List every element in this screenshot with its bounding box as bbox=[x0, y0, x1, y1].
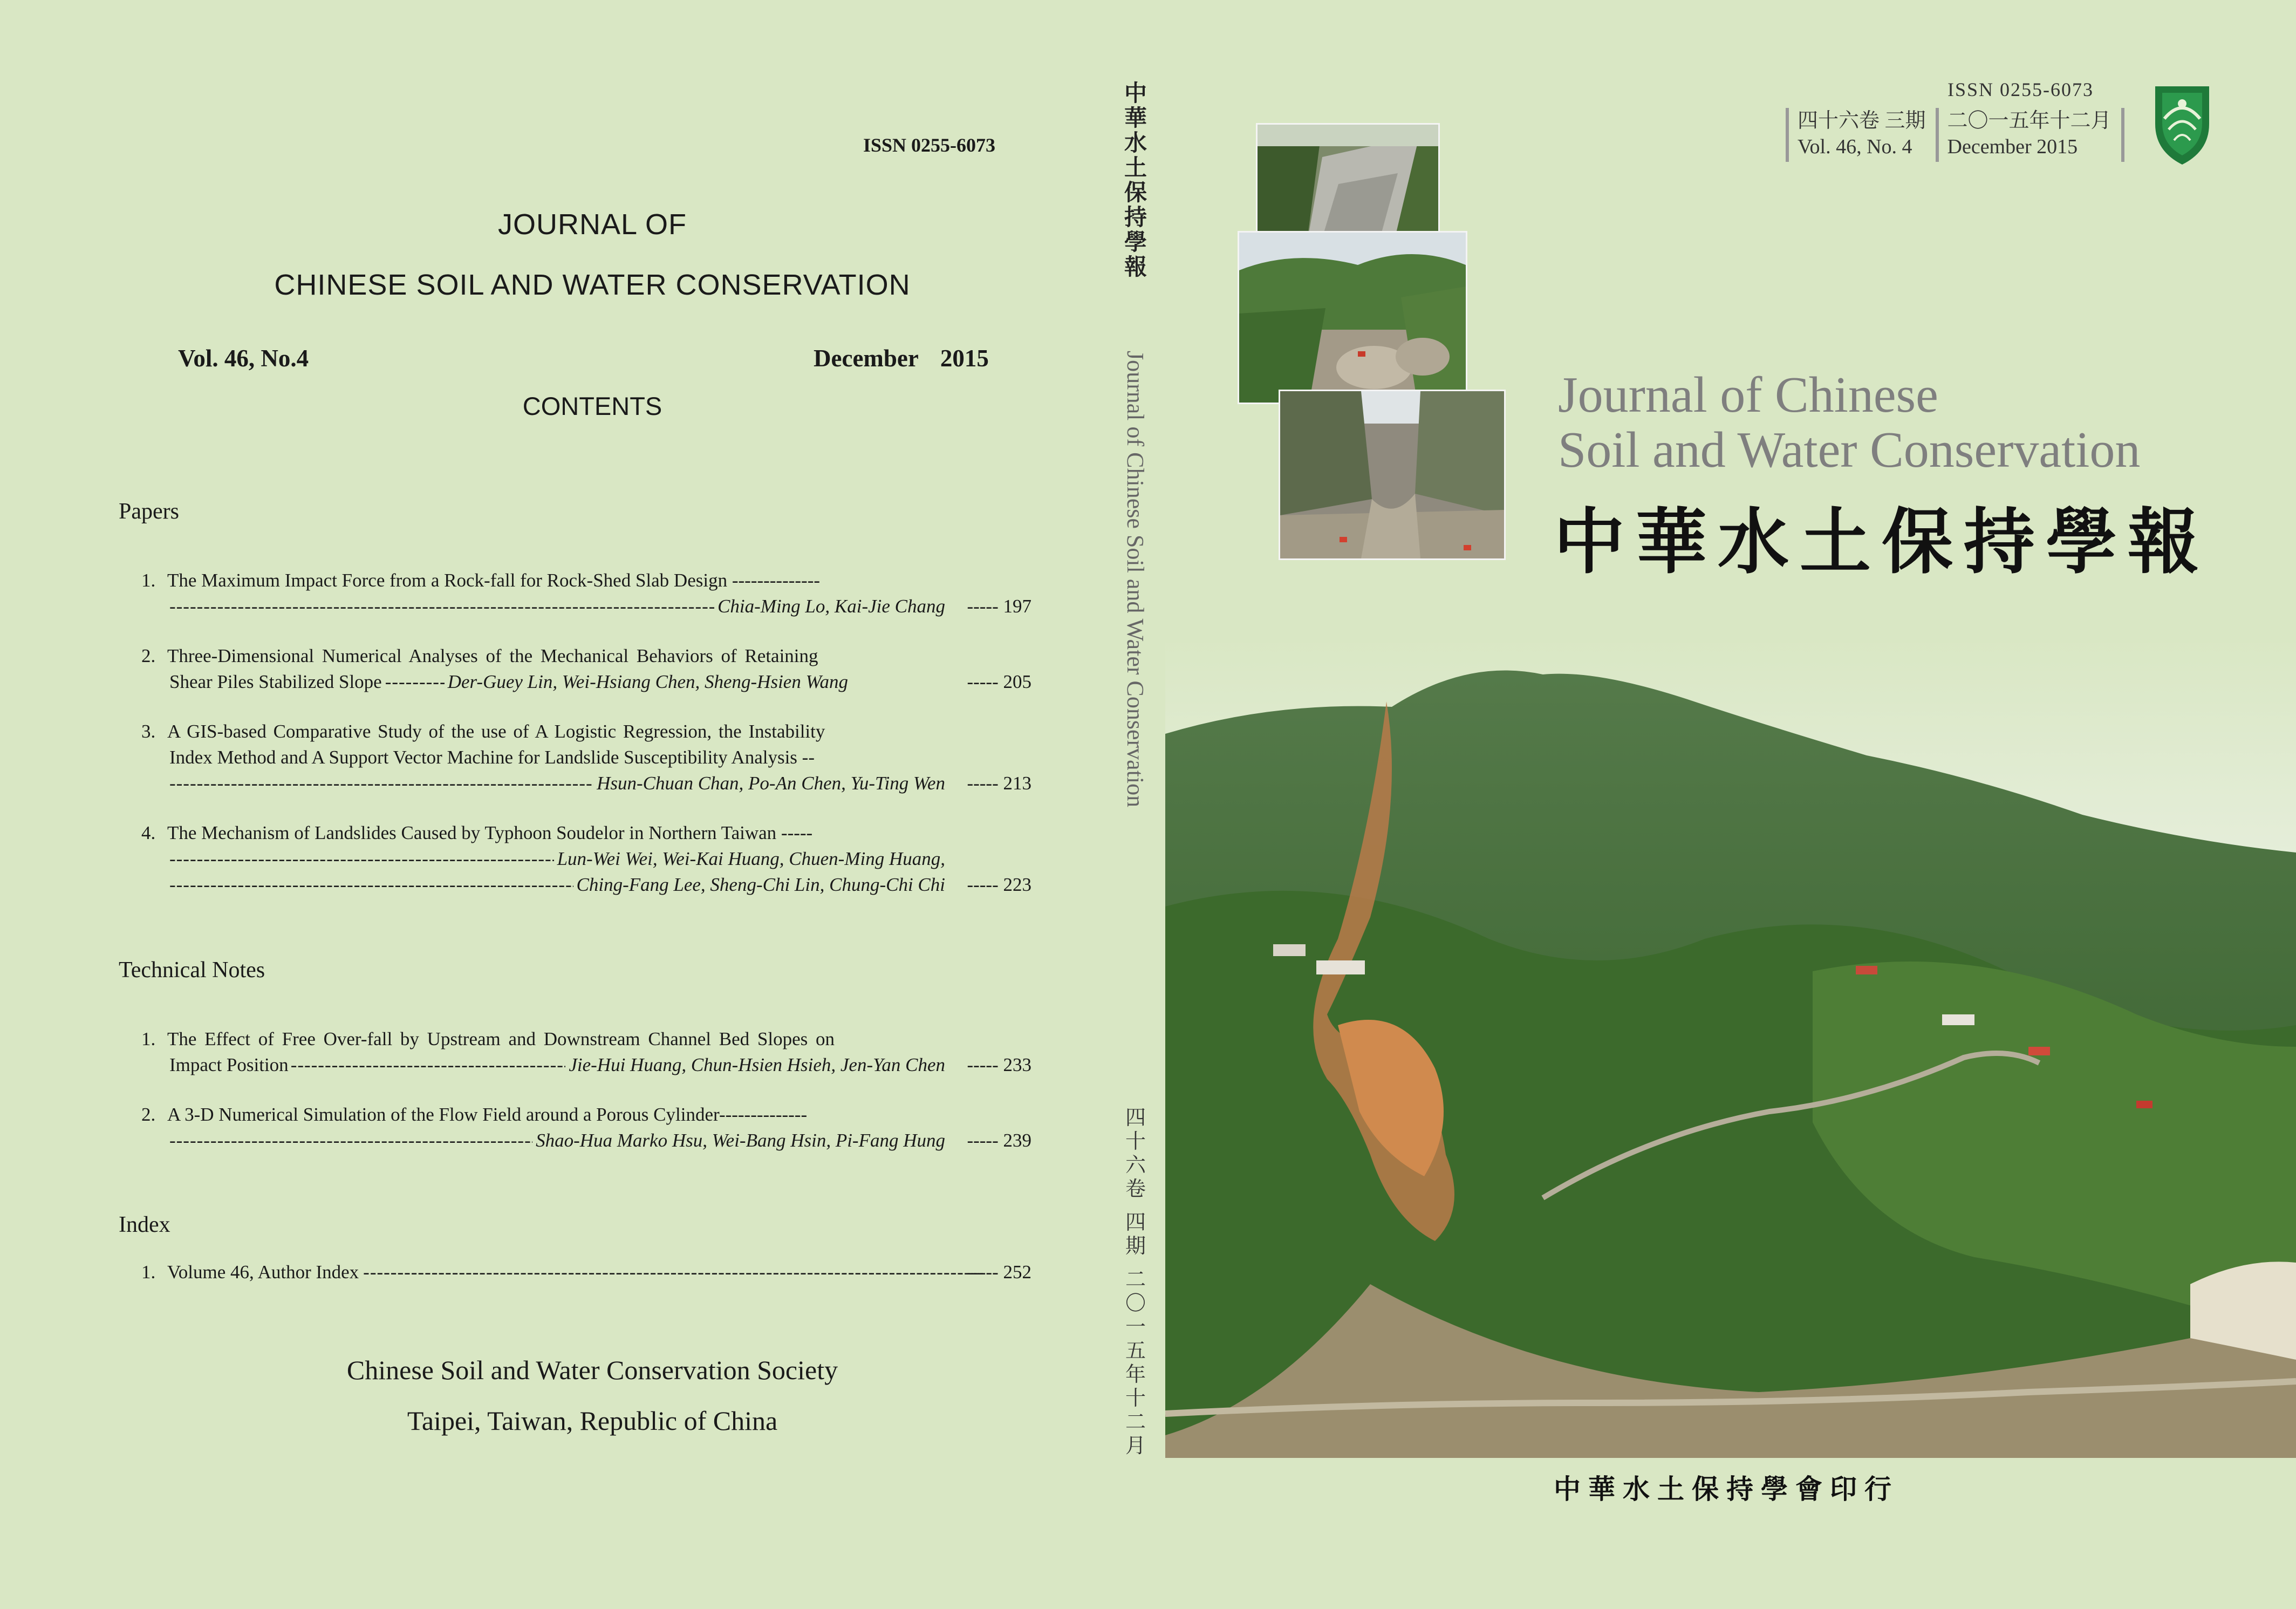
entry-authors: Chia-Ming Lo, Kai-Jie Chang bbox=[718, 596, 945, 617]
toc-entry[interactable] bbox=[141, 1102, 1031, 1154]
toc-entry[interactable] bbox=[141, 568, 1031, 619]
volume-cn: 四十六卷 三期 bbox=[1798, 110, 1926, 132]
front-title-cn: 中華水土保持學報 bbox=[1554, 500, 2210, 584]
landslide-aerial-photo bbox=[1165, 637, 2296, 1458]
entry-number: 4. bbox=[141, 822, 156, 843]
back-date bbox=[814, 344, 989, 372]
entry-authors: Ching-Fang Lee, Sheng-Chi Lin, Chung-Chi Chi bbox=[576, 874, 945, 895]
back-month: December bbox=[814, 345, 919, 372]
publisher-place: Taipei, Taiwan, Republic of China bbox=[407, 1406, 778, 1436]
publisher-society: Chinese Soil and Water Conservation Society bbox=[346, 1355, 838, 1385]
papers-heading: Papers bbox=[119, 499, 179, 524]
entry-page: ----- 239 bbox=[967, 1128, 1031, 1154]
entry-title: The Mechanism of Landslides Caused by Typhoon Soudelor in Northern Taiwan ----- bbox=[167, 822, 813, 843]
riverbed-photo-3 bbox=[1279, 390, 1506, 560]
contents-heading: CONTENTS bbox=[522, 392, 662, 420]
entry-authors: Shao-Hua Marko Hsu, Wei-Bang Hsin, Pi-Fang Hung bbox=[536, 1130, 945, 1151]
entry-page: ----- 205 bbox=[967, 669, 1031, 695]
toc-entry[interactable] bbox=[141, 1259, 1031, 1285]
entry-title: The Maximum Impact Force from a Rock-fall for Rock-Shed Slab Design -------------- bbox=[167, 570, 821, 591]
issue-info bbox=[1786, 108, 2124, 162]
back-year: 2015 bbox=[940, 345, 989, 372]
spine bbox=[1111, 81, 1160, 1484]
front-cover bbox=[1165, 0, 2296, 1609]
entry-number: 1. bbox=[141, 570, 156, 591]
toc-entry[interactable] bbox=[141, 1026, 1031, 1078]
entry-title: A GIS-based Comparative Study of the use of A Logistic Regression, the Instability bbox=[167, 721, 825, 742]
entry-title: The Effect of Free Over-fall by Upstream and Downstream Channel Bed Slopes on bbox=[167, 1028, 835, 1049]
society-logo-icon bbox=[2152, 81, 2212, 167]
front-title-en-line1: Journal of Chinese bbox=[1558, 367, 1938, 423]
spine-title-en: Journal of Chinese Soil and Water Conservation bbox=[1122, 351, 1149, 808]
index-heading: Index bbox=[119, 1212, 170, 1237]
entry-authors: Lun-Wei Wei, Wei-Kai Huang, Chuen-Ming Huang, bbox=[557, 848, 945, 869]
spine-volume-cn: 四 十 六 卷 四 期 二 〇 一 五 年 十 二 月 bbox=[1125, 1107, 1146, 1457]
riverbed-photo-2 bbox=[1238, 231, 1467, 404]
back-cover bbox=[0, 0, 1095, 1609]
front-publisher-cn: 中華水土保持學會印行 bbox=[1554, 1474, 1899, 1505]
back-title-line2: CHINESE SOIL AND WATER CONSERVATION bbox=[274, 269, 911, 301]
toc-entry[interactable] bbox=[141, 643, 1031, 695]
entry-number: 2. bbox=[141, 1104, 156, 1125]
notes-heading: Technical Notes bbox=[119, 958, 265, 983]
entry-page: ----- 252 bbox=[967, 1259, 1031, 1285]
entry-number: 1. bbox=[141, 1028, 156, 1049]
entry-title: A 3-D Numerical Simulation of the Flow Field around a Porous Cylinder-------------- bbox=[167, 1104, 808, 1125]
entry-authors: Hsun-Chuan Chan, Po-An Chen, Yu-Ting Wen bbox=[597, 773, 945, 794]
back-volume: Vol. 46, No.4 bbox=[178, 345, 309, 372]
entry-title: Three-Dimensional Numerical Analyses of the Mechanical Behaviors of Retaining bbox=[167, 645, 818, 666]
toc-entry[interactable] bbox=[141, 820, 1031, 898]
entry-page: ----- 213 bbox=[967, 771, 1031, 796]
date-en: December 2015 bbox=[1947, 135, 2078, 158]
entry-authors: Jie-Hui Huang, Chun-Hsien Hsieh, Jen-Yan Chen bbox=[569, 1054, 945, 1075]
entry-number: 3. bbox=[141, 721, 156, 742]
entry-title-cont: Impact Position bbox=[169, 1054, 289, 1075]
toc-entry[interactable] bbox=[141, 719, 1031, 796]
entry-title-cont: Shear Piles Stabilized Slope bbox=[169, 671, 382, 692]
back-issn: ISSN 0255-6073 bbox=[863, 134, 996, 156]
entry-page: ----- 197 bbox=[967, 594, 1031, 619]
entry-page: ----- 233 bbox=[967, 1052, 1031, 1078]
entry-number: 1. bbox=[141, 1262, 156, 1283]
back-title-line1: JOURNAL OF bbox=[497, 208, 687, 241]
entry-authors: Der-Guey Lin, Wei-Hsiang Chen, Sheng-Hsien Wang bbox=[447, 671, 849, 692]
entry-title-cont: Index Method and A Support Vector Machine for Landslide Susceptibility Analysis -- bbox=[169, 747, 815, 768]
entry-title: Volume 46, Author Index bbox=[167, 1262, 359, 1283]
spine-title-cn: 中 華 水 土 保 持 學 報 bbox=[1124, 80, 1147, 280]
entry-number: 2. bbox=[141, 645, 156, 666]
date-cn: 二〇一五年十二月 bbox=[1947, 110, 2112, 132]
front-issn: ISSN 0255-6073 bbox=[1948, 79, 2094, 100]
entry-page: ----- 223 bbox=[967, 872, 1031, 898]
front-title-en-line2: Soil and Water Conservation bbox=[1558, 422, 2141, 478]
volume-en: Vol. 46, No. 4 bbox=[1798, 135, 1912, 158]
